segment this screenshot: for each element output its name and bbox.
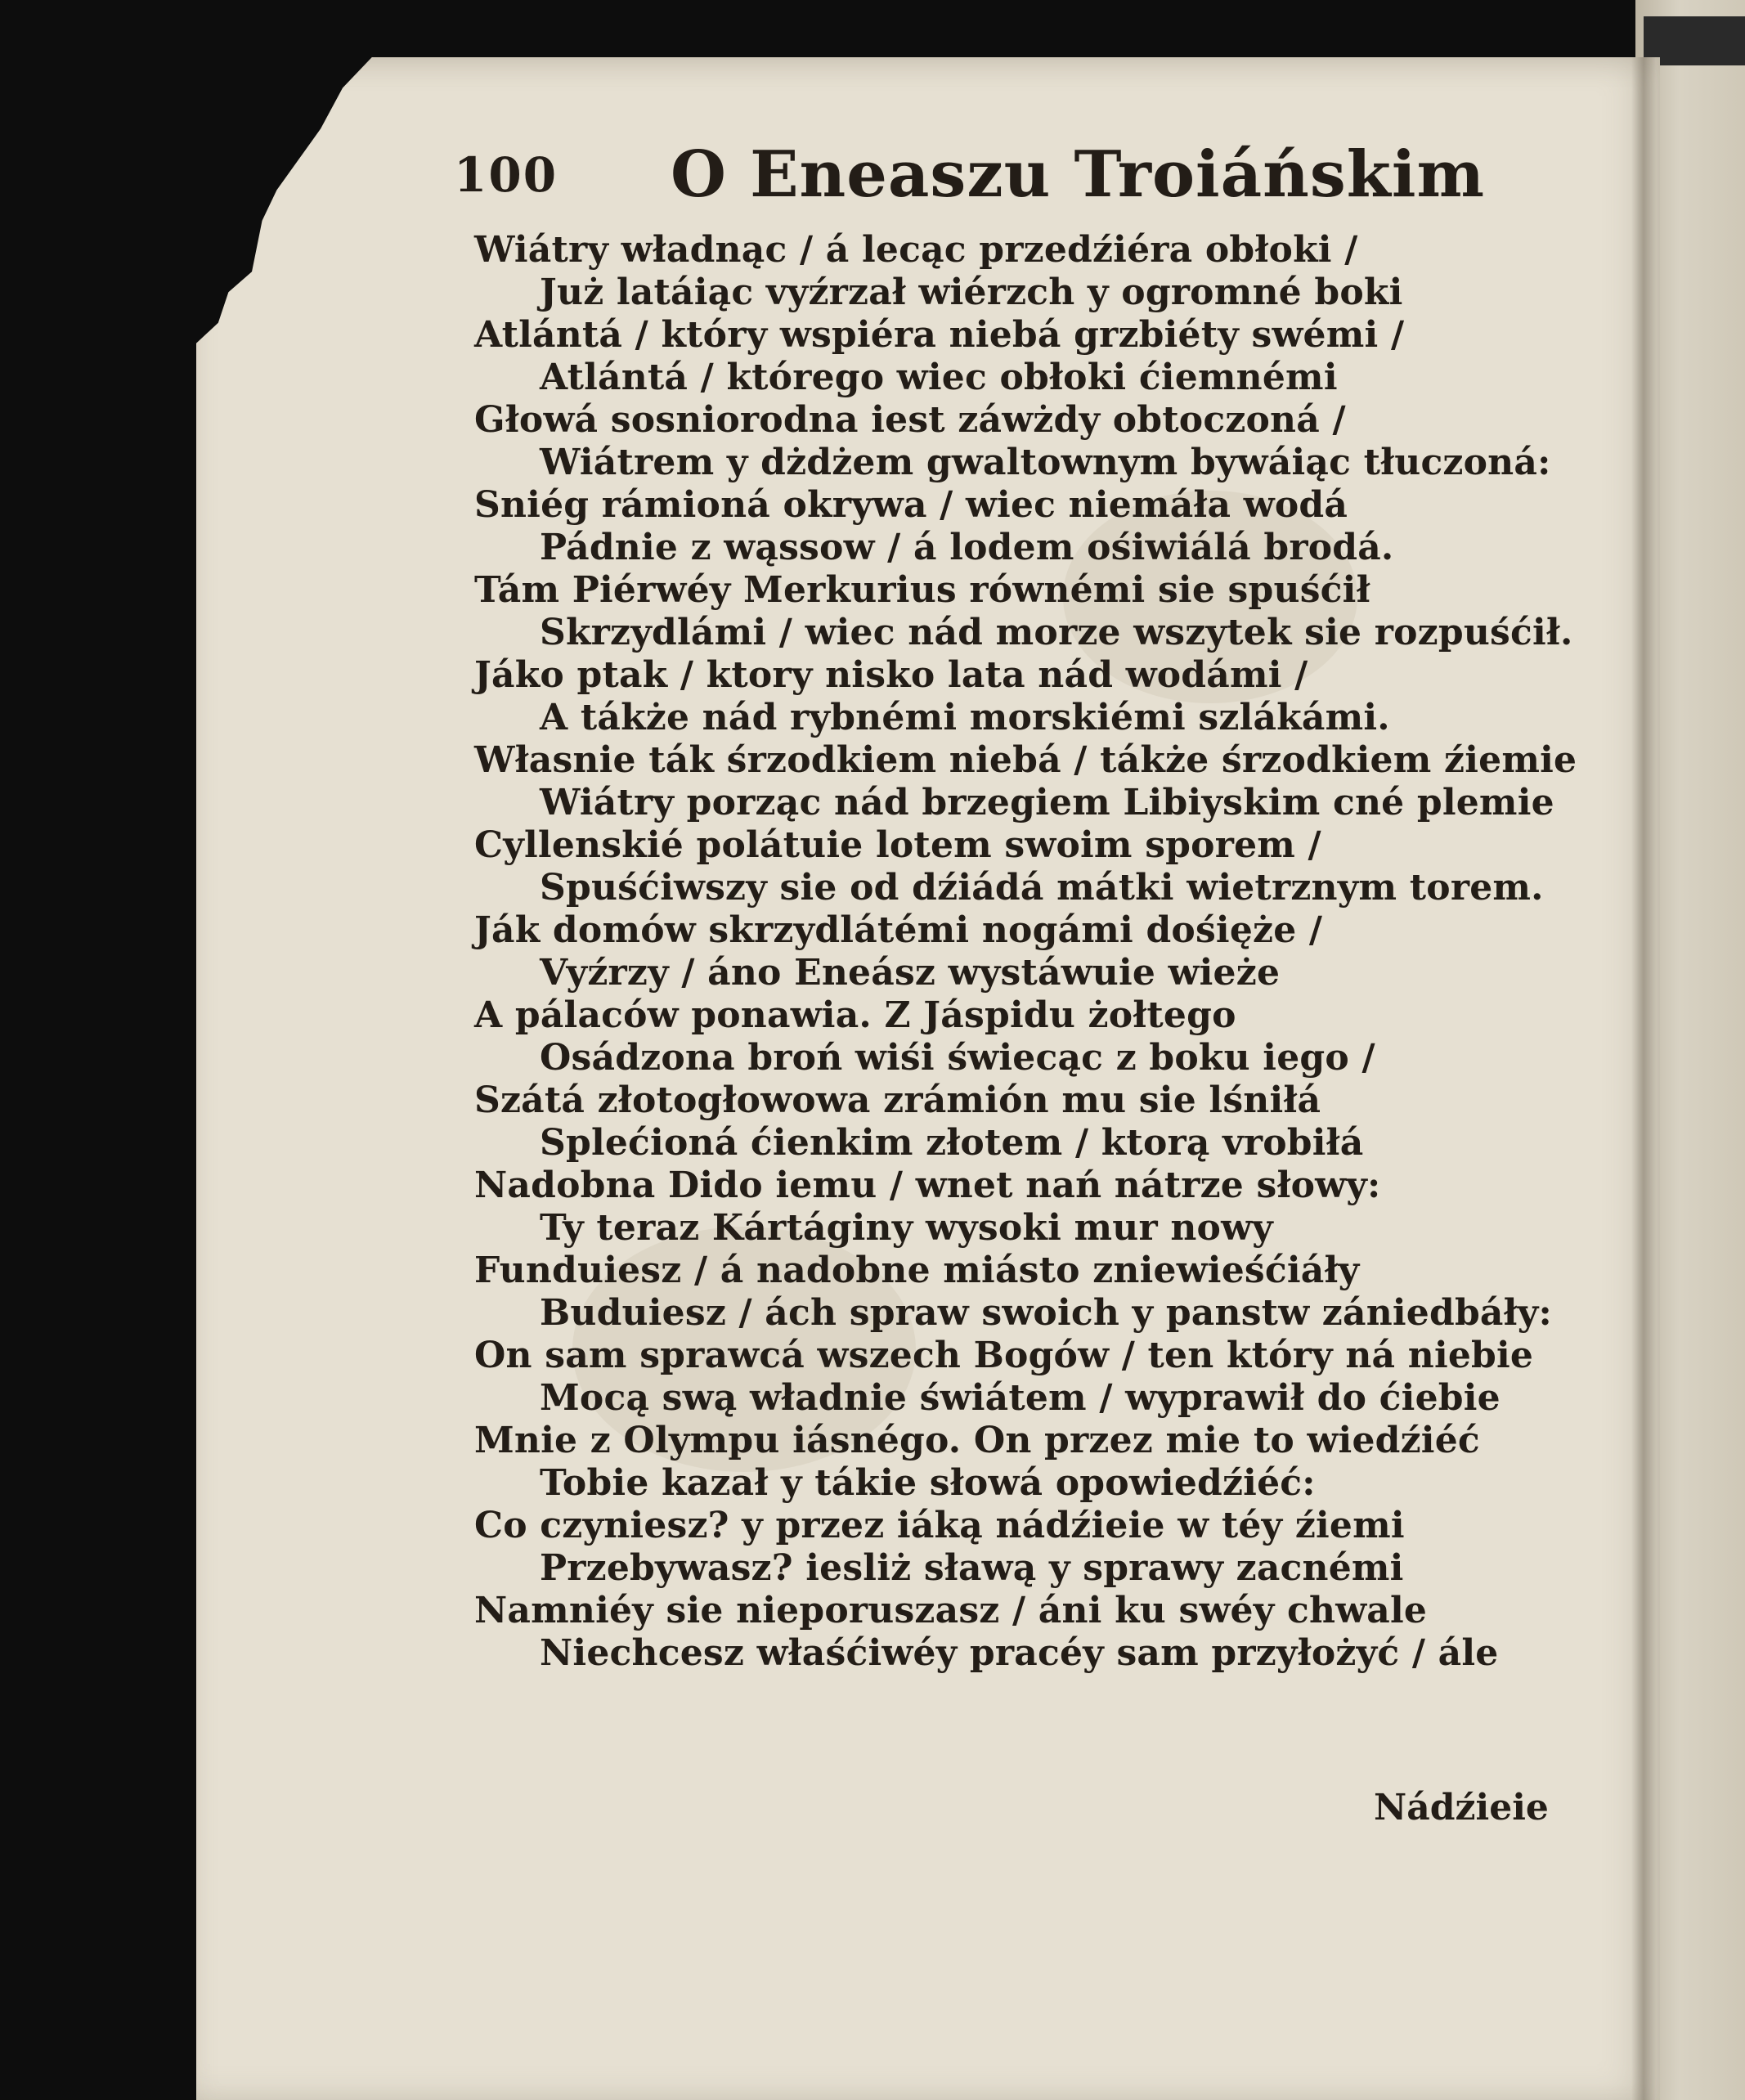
- verse-line: Ják domów skrzydlátémi nogámi dośięże /: [474, 909, 1323, 951]
- verse-line: Tobie kazał y tákie słowá opowiedźiéć:: [540, 1462, 1316, 1504]
- verse-line: Własnie ták śrzodkiem niebá / tákże śrzodkiem źiemie: [474, 739, 1577, 781]
- verse-line: Wiátrem y dżdżem gwaltownym bywáiąc tłuczoná:: [540, 442, 1551, 483]
- verse-line: Mocą swą władnie świátem / wyprawił do ćiebie: [540, 1377, 1501, 1419]
- verse-line: Ty teraz Kártáginy wysoki mur nowy: [540, 1207, 1273, 1249]
- verse-line: Namniéy sie nieporuszasz / áni ku swéy chwale: [474, 1590, 1428, 1631]
- verse-line: Szátá złotogłowowa zrámión mu sie lśniłá: [474, 1079, 1321, 1121]
- verse-line: Funduiesz / á nadobne miásto zniewieśćiáły: [474, 1250, 1360, 1291]
- verse-line: Cyllenskié polátuie lotem swoim sporem /: [474, 824, 1321, 866]
- verse-line: Atlántá / którego wiec obłoki ćiemnémi: [540, 357, 1338, 398]
- verse-line: Buduiesz / ách spraw swoich y panstw zániedbáły:: [540, 1292, 1552, 1334]
- catchword: Nádźieie: [1374, 1787, 1549, 1829]
- verse-line: On sam sprawcá wszech Bogów / ten który ná niebie: [474, 1335, 1534, 1376]
- verse-line: Wiátry władnąc / á lecąc przedźiéra obłoki /: [474, 229, 1358, 271]
- verse-line: Atlántá / który wspiéra niebá grzbiéty swémi /: [474, 314, 1405, 356]
- verse-line: A pálaców ponawia. Z Jáspidu żołtego: [474, 994, 1236, 1036]
- verse-line: Przebywasz? iesliż sławą y sprawy zacnémi: [540, 1547, 1404, 1589]
- verse-line: Splećioná ćienkim złotem / ktorą vrobiłá: [540, 1122, 1364, 1164]
- verse-line: Nadobna Dido iemu / wnet nań nátrze słowy:: [474, 1164, 1381, 1206]
- verse-line: Skrzydlámi / wiec nád morze wszytek sie rozpuśćił.: [540, 612, 1573, 653]
- verse-line: Głowá sosniorodna iest záwżdy obtoczoná /: [474, 399, 1346, 441]
- verse-line: Tám Piérwéy Merkurius równémi sie spuśćił: [474, 569, 1370, 611]
- verse-line: A tákże nád rybnémi morskiémi szlákámi.: [540, 697, 1390, 738]
- verse-line: Niechcesz właśćiwéy pracéy sam przyłożyć / ále: [540, 1632, 1499, 1674]
- verse-line: Pádnie z wąssow / á lodem ośiwiálá brodá.: [540, 527, 1394, 568]
- page-number: 100: [454, 147, 558, 203]
- verse-line: Już latáiąc vyźrzał wiérzch y ogromné boki: [540, 271, 1403, 313]
- verse-line: Spuśćiwszy sie od dźiádá mátki wietrznym torem.: [540, 867, 1544, 909]
- verse-line: Osádzona broń wiśi świecąc z boku iego /: [540, 1037, 1375, 1079]
- verse-line: Sniég rámioná okrywa / wiec niemáła wodá: [474, 484, 1348, 526]
- verse-line: Mnie z Olympu iásnégo. On przez mie to wiedźiéć: [474, 1420, 1480, 1461]
- verse-line: Vyźrzy / áno Eneász wystáwuie wieże: [540, 952, 1281, 994]
- verse-line: Co czyniesz? y przez iáką nádźieie w téy źiemi: [474, 1505, 1405, 1546]
- verse-line: Wiátry porząc nád brzegiem Libiyskim cné plemie: [540, 782, 1554, 823]
- running-head: O Eneaszu Troiáńskim: [671, 137, 1485, 212]
- verse-line: Jáko ptak / ktory nisko lata nád wodámi /: [474, 654, 1308, 696]
